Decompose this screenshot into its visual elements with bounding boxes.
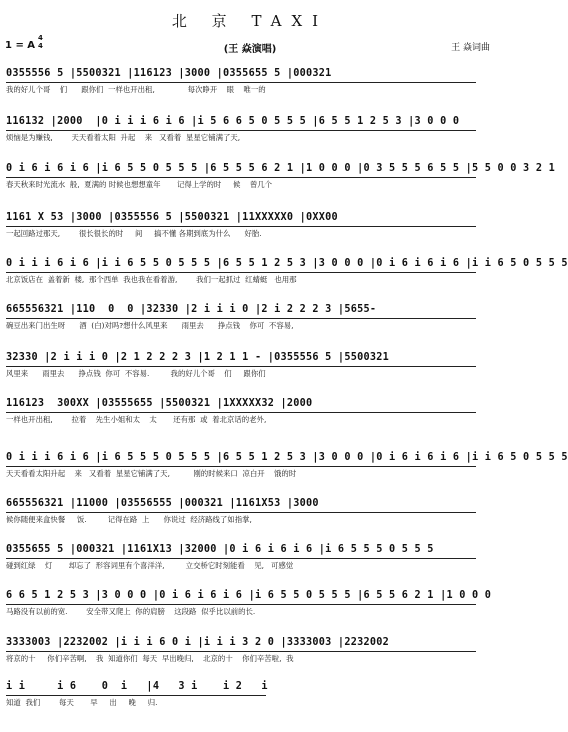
score-row	[6, 68, 496, 98]
notation-line: 3333003 |2232002 |i i i 6 0 i |i i i 3 2 0 |3333003 |2232002	[6, 637, 390, 648]
lyric-line: 烦恼是为赚钱, 天天看着太阳 升起 来 又看着 星星它铺满了天,	[6, 133, 241, 142]
beam-line	[6, 318, 476, 319]
notation-line: 32330 |2 i i i 0 |2 1 2 2 2 3 |1 2 1 1 - |0355556 5 |5500321	[6, 352, 390, 363]
lyric-line: 碗豆出来门出生呀 酒 (白)对吗?想什么风里来 雨里去 挣点钱 你可 不容易,	[6, 321, 294, 330]
lyric-line: 一起回路过那天, 很长很长的时 间 搞不懂 各期到底为什么 好胎.	[6, 229, 262, 238]
score-row	[6, 163, 555, 193]
notation-line: 665556321 |110 0 0 |32330 |2 i i i 0 |2 i 2 2 2 3 |5655-	[6, 304, 377, 315]
notation-line: 0 i i i 6 i 6 |i i 6 5 5 0 5 5 5 |6 5 5 1 2 5 3 |3 0 0 0 |0 i 6 i 6 i 6 |i i 6 5 0 5 5 5	[6, 258, 568, 269]
notation-line: 0 i i i 6 i 6 |i 6 5 5 5 0 5 5 5 |6 5 5 1 2 5 3 |3 0 0 0 |0 i 6 i 6 i 6 |i i 6 5 0 5 5 5	[6, 452, 568, 463]
beam-line	[6, 177, 476, 178]
time-signature-bottom: 4	[38, 42, 43, 50]
score-row	[6, 590, 496, 620]
time-signature-top: 4	[38, 34, 43, 42]
notation-line: i i i 6 0 i |4 3 i i 2 i	[6, 681, 268, 692]
lyric-line: 天天看看太阳升起 来 又看着 星星它铺满了天, 刚的时候来口 凉白开 饿的时	[6, 469, 297, 478]
lyric-line: 马路没有以前的宽. 安全带又爬上 你的肩膀 这段路 似乎比以前的长.	[6, 607, 256, 616]
song-title: 北 京 TAXI	[171, 12, 329, 30]
score-row	[6, 398, 496, 428]
notation-line: 1161 X 53 |3000 |0355556 5 |5500321 |11XXXXX0 |0XX00	[6, 212, 338, 223]
notation-line: 6 6 5 1 2 5 3 |3 0 0 0 |0 i 6 i 6 i 6 |i 6 5 5 0 5 5 5 |6 5 5 6 2 1 |1 0 0 0	[6, 590, 492, 601]
score-row	[6, 681, 496, 711]
beam-line	[6, 651, 476, 652]
score-row	[6, 116, 496, 146]
lyric-line: 一样也开出租, 拉着 先生小姐和太 太 还有那 或 着北京话的老外,	[6, 415, 267, 424]
beam-line	[6, 604, 476, 605]
beam-line	[6, 512, 476, 513]
score-row	[6, 212, 496, 242]
lyric-line: 将京的十 你们辛苦啊, 我 知道你们 每天 早出晚归, 北京的十 你们辛苦啦, 我	[6, 654, 294, 663]
beam-line	[6, 558, 476, 559]
beam-line	[6, 130, 476, 131]
beam-line	[6, 272, 476, 273]
lyric-line: 北京饭店在 盖着新 楼, 那个西单 我也我在看着游, 我们一起抓过 红蜻蜓 也用那	[6, 275, 297, 284]
score-row	[6, 637, 496, 667]
composer-credit: 王 焱词曲	[451, 43, 490, 53]
notation-line: 116132 |2000 |0 i i i 6 i 6 |i 5 6 6 5 0 5 5 5 |6 5 5 1 2 5 3 |3 0 0 0	[6, 116, 460, 127]
lyric-line: 碰到红绿 灯 却忘了 形容词里有个喜洋洋, 立交桥它时刻能看 见, 可感觉	[6, 561, 294, 570]
key-signature: 1 = A	[5, 40, 36, 51]
lyric-line: 我的好儿个哥 们 跟你们 一样也开出租, 每次睁开 眼 唯一的	[6, 85, 266, 94]
beam-line	[6, 466, 476, 467]
beam-line	[6, 366, 476, 367]
beam-line	[6, 695, 266, 696]
notation-line: 116123 300XX |03555655 |5500321 |1XXXXX32 |2000	[6, 398, 313, 409]
score-row	[6, 304, 496, 334]
notation-line: 665556321 |11000 |03556555 |000321 |1161X53 |3000	[6, 498, 319, 509]
score-row	[6, 452, 568, 482]
score-row	[6, 544, 496, 574]
singer-credit: (王 焱演唱)	[223, 44, 277, 55]
score-row	[6, 258, 568, 288]
notation-line: 0 i 6 i 6 i 6 |i 6 5 5 0 5 5 5 |6 5 5 5 6 2 1 |1 0 0 0 |0 3 5 5 5 6 5 5 |5 5 0 0 3 2 1	[6, 163, 555, 174]
beam-line	[6, 226, 476, 227]
notation-line: 0355655 5 |000321 |1161X13 |32000 |0 i 6 i 6 i 6 |i 6 5 5 5 0 5 5 5	[6, 544, 434, 555]
notation-line: 0355556 5 |5500321 |116123 |3000 |0355655 5 |000321	[6, 68, 332, 79]
beam-line	[6, 82, 476, 83]
score-row	[6, 498, 496, 528]
lyric-line: 候你随便来盒快餐 饭. 记得在路 上 你说过 经济路线了如指掌,	[6, 515, 252, 524]
lyric-line: 风里来 雨里去 挣点钱 你可 不容易. 我的好儿个哥 们 跟你们	[6, 369, 266, 378]
lyric-line: 春天秋来时光流水 般, 夏满的 时候也想想童年 记得上学的时 候 曾几个	[6, 180, 273, 189]
beam-line	[6, 412, 476, 413]
score-row	[6, 352, 496, 382]
lyric-line: 知道 我们 每天 早 出 晚 归.	[6, 698, 158, 707]
